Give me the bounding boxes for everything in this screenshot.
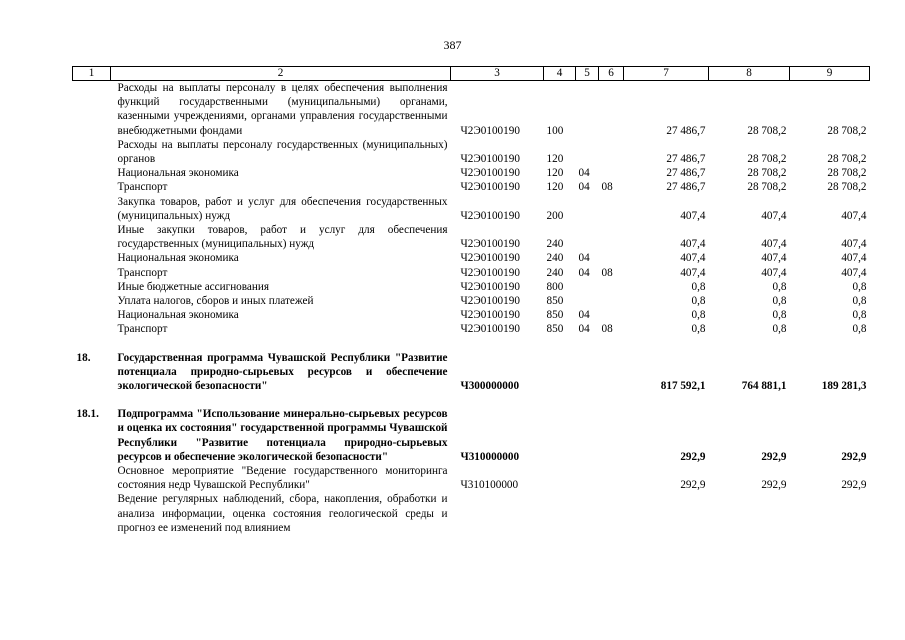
row-section: 04 [578, 309, 590, 322]
row-amount-year3: 407,4 [841, 252, 867, 265]
row-section [576, 351, 599, 394]
row-target-article: Ч2Э0100190 [460, 153, 520, 166]
row-amount-year3: 28 708,2 [827, 181, 867, 194]
row-name: Подпрограмма "Использование минерально-сырьевых ресурсов и оценка их состояния" государственной программы Чувашской Республики "Развитие потенциала природно-сырьевых ресурсов и обеспечение экологической безопасности" [117, 408, 448, 463]
row-amount-year2: 407,4 [761, 252, 787, 265]
page-number: 387 [443, 38, 462, 52]
row-expense-type: 850 [546, 295, 564, 308]
row-amount-year2: 28 708,2 [747, 153, 787, 166]
row-section [576, 280, 599, 294]
row-expense-type: 800 [546, 280, 564, 293]
row-number [73, 266, 111, 280]
row-subsection [599, 351, 624, 394]
row-name: Иные бюджетные ассигнования [117, 280, 269, 293]
row-amount-year2: 292,9 [761, 479, 787, 492]
row-number [73, 251, 111, 265]
row-subsection [599, 223, 624, 251]
row-amount-year1: 407,4 [680, 252, 706, 265]
row-number [73, 180, 111, 194]
row-target-article: Ч2Э0100190 [460, 323, 520, 336]
row-name: Уплата налогов, сборов и иных платежей [117, 295, 314, 308]
row-number [73, 464, 111, 492]
row-number [73, 138, 111, 166]
row-amount-year3: 407,4 [841, 266, 867, 279]
row-amount-year3: 0,8 [852, 295, 867, 308]
row-target-article: Ч2Э0100190 [460, 252, 520, 265]
row-expense-type: 240 [546, 252, 564, 265]
table-row [73, 195, 870, 223]
row-name: Транспорт [117, 181, 168, 194]
table-body [73, 81, 870, 536]
row-amount-year3: 28 708,2 [827, 153, 867, 166]
row-expense-type: 850 [546, 323, 564, 336]
row-amount-year2: 407,4 [761, 266, 787, 279]
row-name: Национальная экономика [117, 167, 239, 180]
row-subsection [599, 294, 624, 308]
row-name: Расходы на выплаты персоналу в целях обеспечения выполнения функций государственными (муниципальными) органами, казенными учреждениями, органами управления государственными внебюджетными фондами [117, 82, 448, 137]
row-number [73, 322, 111, 336]
row-amount-year2: 28 708,2 [747, 124, 787, 137]
row-target-article: Ч2Э0100190 [460, 209, 520, 222]
row-subsection [599, 251, 624, 265]
row-number [73, 223, 111, 251]
row-subsection [599, 166, 624, 180]
budget-table [72, 66, 870, 535]
row-section [576, 223, 599, 251]
row-section [576, 407, 599, 464]
row-target-article: Ч2Э0100190 [460, 266, 520, 279]
row-target-article: Ч2Э0100190 [460, 280, 520, 293]
row-amount-year1: 407,4 [680, 238, 706, 251]
row-amount-year1: 817 592,1 [660, 380, 706, 393]
row-section: 04 [578, 167, 590, 180]
row-number [73, 294, 111, 308]
row-target-article: Ч2Э0100190 [460, 295, 520, 308]
row-expense-type: 120 [546, 153, 564, 166]
row-section [576, 195, 599, 223]
row-name: Основное мероприятие "Ведение государственного мониторинга состояния недр Чувашской Республики" [117, 465, 448, 492]
row-amount-year3: 189 281,3 [821, 380, 867, 393]
header-row [73, 67, 870, 81]
row-subsection [599, 492, 624, 535]
row-amount-year2 [709, 492, 790, 535]
row-expense-type: 200 [546, 209, 564, 222]
row-amount-year3: 407,4 [841, 209, 867, 222]
row-name: Государственная программа Чувашской Республики "Развитие потенциала природно-сырьевых ресурсов и обеспечение экологической безопасности" [117, 351, 448, 393]
row-amount-year1 [624, 492, 709, 535]
row-name: Транспорт [117, 266, 168, 279]
row-amount-year2: 28 708,2 [747, 181, 787, 194]
row-target-article: Ч310000000 [460, 450, 520, 463]
row-expense-type [544, 492, 576, 535]
row-amount-year1: 407,4 [680, 266, 706, 279]
row-section: 04 [578, 181, 590, 194]
table-row [73, 81, 870, 138]
row-subsection [599, 407, 624, 464]
table-row [73, 322, 870, 336]
row-target-article: Ч2Э0100190 [460, 238, 520, 251]
row-amount-year2: 764 881,1 [741, 380, 787, 393]
row-expense-type [544, 464, 576, 492]
row-subsection [599, 138, 624, 166]
row-expense-type: 850 [546, 309, 564, 322]
row-number [73, 195, 111, 223]
row-expense-type [544, 351, 576, 394]
column-header-6: 6 [599, 67, 624, 81]
row-number: 18.1. [76, 408, 99, 421]
row-target-article: Ч2Э0100190 [460, 181, 520, 194]
row-amount-year1: 407,4 [680, 209, 706, 222]
table-row [73, 492, 870, 535]
row-name: Расходы на выплаты персоналу государственных (муниципальных) органов [117, 138, 448, 166]
row-amount-year3: 292,9 [841, 450, 867, 463]
column-header-4: 4 [544, 67, 576, 81]
spacer-row [73, 393, 870, 407]
row-amount-year3: 0,8 [852, 280, 867, 293]
row-name: Национальная экономика [117, 252, 239, 265]
row-subsection: 08 [601, 266, 613, 279]
row-subsection [599, 308, 624, 322]
row-amount-year1: 27 486,7 [666, 153, 706, 166]
table-header [73, 67, 870, 81]
row-expense-type: 240 [546, 266, 564, 279]
row-amount-year2: 0,8 [772, 295, 787, 308]
column-header-1: 1 [73, 67, 111, 81]
row-expense-type: 100 [546, 124, 564, 137]
row-amount-year3: 28 708,2 [827, 167, 867, 180]
row-amount-year2: 0,8 [772, 280, 787, 293]
row-amount-year3: 0,8 [852, 323, 867, 336]
table-row [73, 266, 870, 280]
row-subsection: 08 [601, 181, 613, 194]
row-amount-year1: 0,8 [691, 280, 706, 293]
row-number [73, 308, 111, 322]
table-row [73, 180, 870, 194]
row-subsection [599, 464, 624, 492]
row-amount-year3: 0,8 [852, 309, 867, 322]
row-section [576, 81, 599, 138]
spacer-cell [73, 393, 870, 407]
row-number [73, 280, 111, 294]
row-target-article: Ч300000000 [460, 380, 520, 393]
table-row [73, 166, 870, 180]
row-amount-year3: 28 708,2 [827, 124, 867, 137]
table-row [73, 138, 870, 166]
row-target-article: Ч2Э0100190 [460, 124, 520, 137]
row-subsection [599, 280, 624, 294]
column-header-2: 2 [111, 67, 451, 81]
row-amount-year2: 407,4 [761, 238, 787, 251]
row-amount-year1: 0,8 [691, 309, 706, 322]
row-target-article: Ч2Э0100190 [460, 167, 520, 180]
column-header-7: 7 [624, 67, 709, 81]
row-amount-year2: 28 708,2 [747, 167, 787, 180]
row-section: 04 [578, 323, 590, 336]
row-amount-year1: 292,9 [680, 479, 706, 492]
column-header-9: 9 [790, 67, 870, 81]
row-subsection [599, 81, 624, 138]
row-amount-year1: 27 486,7 [666, 181, 706, 194]
row-number [73, 81, 111, 138]
row-amount-year2: 0,8 [772, 309, 787, 322]
row-amount-year3: 407,4 [841, 238, 867, 251]
row-name: Закупка товаров, работ и услуг для обеспечения государственных (муниципальных) нужд [117, 195, 448, 222]
row-section [576, 294, 599, 308]
spacer-row [73, 337, 870, 351]
spacer-cell [73, 337, 870, 351]
row-amount-year1: 0,8 [691, 323, 706, 336]
table-row [73, 294, 870, 308]
row-amount-year3 [790, 492, 870, 535]
row-section: 04 [578, 266, 590, 279]
row-amount-year3: 292,9 [841, 479, 867, 492]
row-name: Иные закупки товаров, работ и услуг для обеспечения государственных (муниципальных) нужд [117, 224, 448, 251]
row-expense-type: 120 [546, 167, 564, 180]
row-number [73, 166, 111, 180]
row-amount-year2: 292,9 [761, 450, 787, 463]
table-row [73, 280, 870, 294]
row-number: 18. [76, 351, 91, 364]
row-name: Ведение регулярных наблюдений, сбора, накопления, обработки и анализа информации, оценка состояния геологической среды и прогноз ее изменений под влиянием [117, 493, 448, 534]
table-row [73, 251, 870, 265]
column-header-3: 3 [451, 67, 544, 81]
row-amount-year1: 292,9 [680, 450, 706, 463]
row-name: Транспорт [117, 323, 168, 336]
row-target-article: Ч310100000 [460, 479, 519, 492]
table-row [73, 223, 870, 251]
row-section [576, 492, 599, 535]
row-amount-year2: 407,4 [761, 209, 787, 222]
row-amount-year1: 27 486,7 [666, 124, 706, 137]
row-section [576, 138, 599, 166]
column-header-8: 8 [709, 67, 790, 81]
row-target-article: Ч2Э0100190 [460, 309, 520, 322]
row-target-article [451, 492, 544, 535]
table-row [73, 308, 870, 322]
row-subsection [599, 195, 624, 223]
table-row [73, 351, 870, 394]
row-section [576, 464, 599, 492]
column-header-5: 5 [576, 67, 599, 81]
row-amount-year2: 0,8 [772, 323, 787, 336]
row-number [73, 492, 111, 535]
row-subsection: 08 [601, 323, 613, 336]
row-expense-type: 240 [546, 238, 564, 251]
row-expense-type: 120 [546, 181, 564, 194]
row-expense-type [544, 407, 576, 464]
row-amount-year1: 0,8 [691, 295, 706, 308]
row-name: Национальная экономика [117, 309, 239, 322]
row-amount-year1: 27 486,7 [666, 167, 706, 180]
row-section: 04 [578, 252, 590, 265]
table-row [73, 407, 870, 464]
table-row [73, 464, 870, 492]
